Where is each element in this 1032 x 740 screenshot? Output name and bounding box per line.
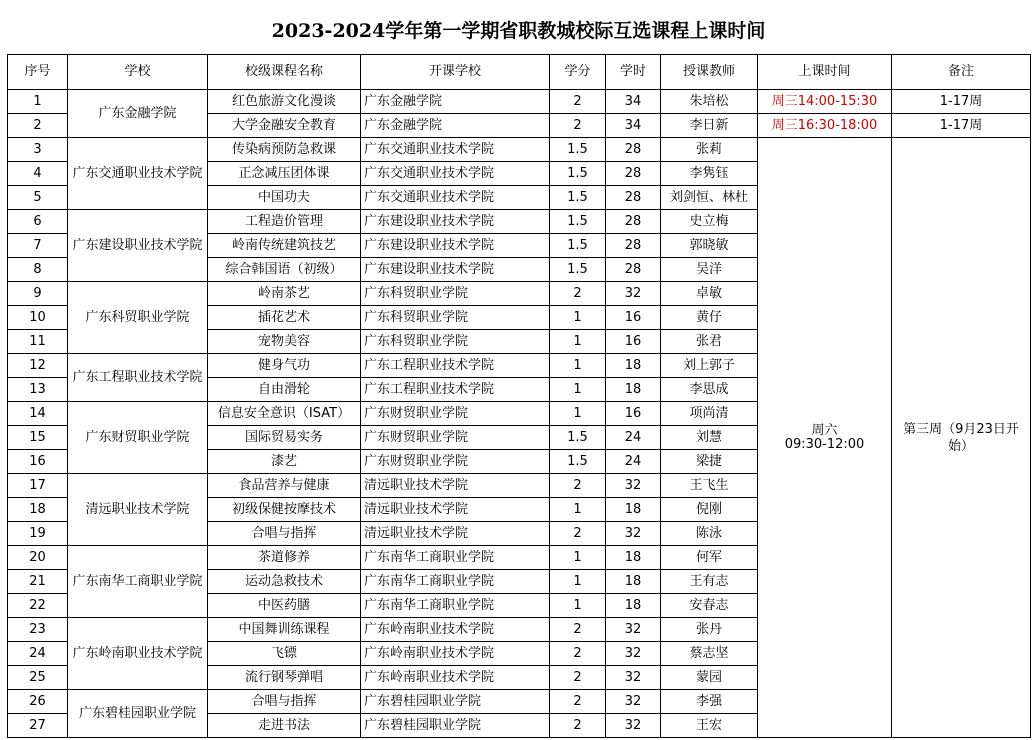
cell-school[interactable]: 广东南华工商职业学院 xyxy=(68,546,208,618)
cell-no[interactable]: 23 xyxy=(8,618,68,642)
cell-host[interactable]: 广东工程职业技术学院 xyxy=(361,378,550,402)
cell-course[interactable]: 综合韩国语（初级） xyxy=(208,258,361,282)
col-header-course[interactable]: 校级课程名称 xyxy=(208,55,361,90)
cell-hours[interactable]: 18 xyxy=(606,354,661,378)
cell-credit[interactable]: 1.5 xyxy=(550,426,606,450)
cell-course[interactable]: 宠物美容 xyxy=(208,330,361,354)
cell-no[interactable]: 1 xyxy=(8,90,68,114)
cell-hours[interactable]: 28 xyxy=(606,210,661,234)
cell-no[interactable]: 25 xyxy=(8,666,68,690)
cell-school[interactable]: 广东碧桂园职业学院 xyxy=(68,690,208,738)
cell-hours[interactable]: 28 xyxy=(606,258,661,282)
cell-school[interactable]: 广东岭南职业技术学院 xyxy=(68,618,208,690)
cell-no[interactable]: 17 xyxy=(8,474,68,498)
cell-hours[interactable]: 34 xyxy=(606,90,661,114)
cell-course[interactable]: 漆艺 xyxy=(208,450,361,474)
cell-credit[interactable]: 2 xyxy=(550,474,606,498)
cell-course[interactable]: 流行钢琴弹唱 xyxy=(208,666,361,690)
cell-host[interactable]: 清远职业技术学院 xyxy=(361,474,550,498)
cell-host[interactable]: 广东碧桂园职业学院 xyxy=(361,690,550,714)
cell-hours[interactable]: 28 xyxy=(606,162,661,186)
cell-host[interactable]: 广东南华工商职业学院 xyxy=(361,594,550,618)
col-header-no[interactable]: 序号 xyxy=(8,55,68,90)
cell-host[interactable]: 广东交通职业技术学院 xyxy=(361,138,550,162)
cell-course[interactable]: 工程造价管理 xyxy=(208,210,361,234)
cell-school[interactable]: 清远职业技术学院 xyxy=(68,474,208,546)
cell-hours[interactable]: 18 xyxy=(606,570,661,594)
cell-note-merged[interactable]: 第三周（9月23日开始） xyxy=(892,138,1031,738)
cell-no[interactable]: 24 xyxy=(8,642,68,666)
cell-course[interactable]: 飞镖 xyxy=(208,642,361,666)
cell-host[interactable]: 广东建设职业技术学院 xyxy=(361,210,550,234)
cell-credit[interactable]: 1 xyxy=(550,306,606,330)
cell-time[interactable]: 周三14:00-15:30 xyxy=(758,90,892,114)
col-header-host[interactable]: 开课学校 xyxy=(361,55,550,90)
cell-school[interactable]: 广东财贸职业学院 xyxy=(68,402,208,474)
cell-hours[interactable]: 24 xyxy=(606,450,661,474)
cell-teacher[interactable]: 吴洋 xyxy=(661,258,758,282)
cell-teacher[interactable]: 安春志 xyxy=(661,594,758,618)
cell-host[interactable]: 广东财贸职业学院 xyxy=(361,402,550,426)
cell-course[interactable]: 插花艺术 xyxy=(208,306,361,330)
cell-teacher[interactable]: 李日新 xyxy=(661,114,758,138)
cell-credit[interactable]: 2 xyxy=(550,522,606,546)
cell-course[interactable]: 自由滑轮 xyxy=(208,378,361,402)
cell-host[interactable]: 清远职业技术学院 xyxy=(361,522,550,546)
cell-host[interactable]: 广东科贸职业学院 xyxy=(361,306,550,330)
cell-teacher[interactable]: 张丹 xyxy=(661,618,758,642)
cell-credit[interactable]: 1.5 xyxy=(550,138,606,162)
cell-course[interactable]: 中国舞训练课程 xyxy=(208,618,361,642)
cell-school[interactable]: 广东金融学院 xyxy=(68,90,208,138)
cell-hours[interactable]: 32 xyxy=(606,714,661,738)
cell-school[interactable]: 广东交通职业技术学院 xyxy=(68,138,208,210)
cell-school[interactable]: 广东工程职业技术学院 xyxy=(68,354,208,402)
cell-host[interactable]: 广东岭南职业技术学院 xyxy=(361,618,550,642)
cell-course[interactable]: 信息安全意识（ISAT） xyxy=(208,402,361,426)
cell-no[interactable]: 8 xyxy=(8,258,68,282)
cell-credit[interactable]: 2 xyxy=(550,714,606,738)
cell-hours[interactable]: 32 xyxy=(606,690,661,714)
cell-course[interactable]: 合唱与指挥 xyxy=(208,690,361,714)
cell-course[interactable]: 中国功夫 xyxy=(208,186,361,210)
cell-course[interactable]: 大学金融安全教育 xyxy=(208,114,361,138)
cell-credit[interactable]: 1 xyxy=(550,330,606,354)
cell-no[interactable]: 4 xyxy=(8,162,68,186)
cell-credit[interactable]: 1 xyxy=(550,354,606,378)
merged-time: 09:30-12:00 xyxy=(784,436,865,452)
cell-hours[interactable]: 32 xyxy=(606,282,661,306)
sheet-title: 2023-2024学年第一学期省职教城校际互选课程上课时间 xyxy=(271,19,766,42)
cell-course[interactable]: 岭南传统建筑技艺 xyxy=(208,234,361,258)
cell-course[interactable]: 茶道修养 xyxy=(208,546,361,570)
cell-course[interactable]: 红色旅游文化漫谈 xyxy=(208,90,361,114)
cell-credit[interactable]: 1.5 xyxy=(550,450,606,474)
cell-teacher[interactable]: 王飞生 xyxy=(661,474,758,498)
cell-credit[interactable]: 2 xyxy=(550,618,606,642)
cell-host[interactable]: 广东南华工商职业学院 xyxy=(361,546,550,570)
cell-hours[interactable]: 16 xyxy=(606,330,661,354)
cell-hours[interactable]: 32 xyxy=(606,618,661,642)
cell-course[interactable]: 初级保健按摩技术 xyxy=(208,498,361,522)
cell-credit[interactable]: 1.5 xyxy=(550,258,606,282)
cell-credit[interactable]: 1 xyxy=(550,498,606,522)
cell-credit[interactable]: 1.5 xyxy=(550,210,606,234)
cell-no[interactable]: 16 xyxy=(8,450,68,474)
cell-course[interactable]: 走进书法 xyxy=(208,714,361,738)
cell-hours[interactable]: 16 xyxy=(606,402,661,426)
cell-credit[interactable]: 2 xyxy=(550,666,606,690)
cell-teacher[interactable]: 刘慧 xyxy=(661,426,758,450)
cell-host[interactable]: 广东科贸职业学院 xyxy=(361,330,550,354)
cell-host[interactable]: 广东科贸职业学院 xyxy=(361,282,550,306)
cell-hours[interactable]: 18 xyxy=(606,546,661,570)
cell-credit[interactable]: 1 xyxy=(550,570,606,594)
cell-teacher[interactable]: 李隽钰 xyxy=(661,162,758,186)
cell-credit[interactable]: 1 xyxy=(550,546,606,570)
cell-course[interactable]: 食品营养与健康 xyxy=(208,474,361,498)
cell-hours[interactable]: 28 xyxy=(606,138,661,162)
col-header-credit[interactable]: 学分 xyxy=(550,55,606,90)
cell-no[interactable]: 5 xyxy=(8,186,68,210)
cell-teacher[interactable]: 刘剑恒、林杜 xyxy=(661,186,758,210)
cell-teacher[interactable]: 项尚清 xyxy=(661,402,758,426)
cell-credit[interactable]: 2 xyxy=(550,690,606,714)
cell-host[interactable]: 清远职业技术学院 xyxy=(361,498,550,522)
col-header-teacher[interactable]: 授课教师 xyxy=(661,55,758,90)
table-row xyxy=(8,138,1031,162)
cell-no[interactable]: 2 xyxy=(8,114,68,138)
cell-teacher[interactable]: 李强 xyxy=(661,690,758,714)
cell-host[interactable]: 广东岭南职业技术学院 xyxy=(361,642,550,666)
cell-no[interactable]: 27 xyxy=(8,714,68,738)
cell-teacher[interactable]: 何军 xyxy=(661,546,758,570)
cell-no[interactable]: 26 xyxy=(8,690,68,714)
cell-no[interactable]: 19 xyxy=(8,522,68,546)
cell-course[interactable]: 传染病预防急救课 xyxy=(208,138,361,162)
cell-host[interactable]: 广东交通职业技术学院 xyxy=(361,186,550,210)
cell-teacher[interactable]: 王宏 xyxy=(661,714,758,738)
cell-hours[interactable]: 34 xyxy=(606,114,661,138)
cell-hours[interactable]: 18 xyxy=(606,498,661,522)
cell-no[interactable]: 3 xyxy=(8,138,68,162)
cell-no[interactable]: 11 xyxy=(8,330,68,354)
cell-hours[interactable]: 18 xyxy=(606,594,661,618)
cell-host[interactable]: 广东岭南职业技术学院 xyxy=(361,666,550,690)
cell-time[interactable]: 周三16:30-18:00 xyxy=(758,114,892,138)
cell-host[interactable]: 广东金融学院 xyxy=(361,114,550,138)
cell-no[interactable]: 20 xyxy=(8,546,68,570)
cell-note[interactable]: 1-17周 xyxy=(892,90,1031,114)
cell-school[interactable]: 广东科贸职业学院 xyxy=(68,282,208,354)
cell-no[interactable]: 9 xyxy=(8,282,68,306)
cell-credit[interactable]: 1.5 xyxy=(550,162,606,186)
cell-course[interactable]: 合唱与指挥 xyxy=(208,522,361,546)
cell-teacher[interactable]: 张君 xyxy=(661,330,758,354)
cell-credit[interactable]: 1 xyxy=(550,378,606,402)
cell-teacher[interactable]: 倪刚 xyxy=(661,498,758,522)
cell-teacher[interactable]: 郭晓敏 xyxy=(661,234,758,258)
cell-course[interactable]: 国际贸易实务 xyxy=(208,426,361,450)
cell-credit[interactable]: 2 xyxy=(550,282,606,306)
col-header-time[interactable]: 上课时间 xyxy=(758,55,892,90)
cell-no[interactable]: 14 xyxy=(8,402,68,426)
cell-teacher[interactable]: 史立梅 xyxy=(661,210,758,234)
cell-credit[interactable]: 2 xyxy=(550,642,606,666)
cell-teacher[interactable]: 梁捷 xyxy=(661,450,758,474)
cell-teacher[interactable]: 王有志 xyxy=(661,570,758,594)
cell-host[interactable]: 广东金融学院 xyxy=(361,90,550,114)
cell-no[interactable]: 12 xyxy=(8,354,68,378)
cell-no[interactable]: 13 xyxy=(8,378,68,402)
cell-host[interactable]: 广东工程职业技术学院 xyxy=(361,354,550,378)
cell-no[interactable]: 15 xyxy=(8,426,68,450)
cell-no[interactable]: 21 xyxy=(8,570,68,594)
cell-school[interactable]: 广东建设职业技术学院 xyxy=(68,210,208,282)
cell-hours[interactable]: 28 xyxy=(606,186,661,210)
cell-course[interactable]: 中医药膳 xyxy=(208,594,361,618)
cell-teacher[interactable]: 李思成 xyxy=(661,378,758,402)
cell-course[interactable]: 正念减压团体课 xyxy=(208,162,361,186)
cell-host[interactable]: 广东建设职业技术学院 xyxy=(361,258,550,282)
cell-credit[interactable]: 2 xyxy=(550,90,606,114)
cell-credit[interactable]: 1.5 xyxy=(550,234,606,258)
cell-teacher[interactable]: 卓敏 xyxy=(661,282,758,306)
cell-time-merged[interactable] xyxy=(758,138,892,738)
cell-host[interactable]: 广东交通职业技术学院 xyxy=(361,162,550,186)
col-header-school[interactable]: 学校 xyxy=(68,55,208,90)
cell-hours[interactable]: 32 xyxy=(606,642,661,666)
cell-host[interactable]: 广东建设职业技术学院 xyxy=(361,234,550,258)
cell-teacher[interactable]: 陈泳 xyxy=(661,522,758,546)
cell-host[interactable]: 广东南华工商职业学院 xyxy=(361,570,550,594)
cell-no[interactable]: 6 xyxy=(8,210,68,234)
merged-day: 周六 xyxy=(811,422,838,438)
cell-credit[interactable]: 2 xyxy=(550,114,606,138)
cell-teacher[interactable]: 刘上郭子 xyxy=(661,354,758,378)
cell-no[interactable]: 7 xyxy=(8,234,68,258)
cell-credit[interactable]: 1 xyxy=(550,402,606,426)
cell-host[interactable]: 广东碧桂园职业学院 xyxy=(361,714,550,738)
schedule-table xyxy=(7,54,1031,738)
cell-course[interactable]: 运动急救技术 xyxy=(208,570,361,594)
cell-hours[interactable]: 32 xyxy=(606,666,661,690)
table-row xyxy=(8,90,1031,114)
header-row xyxy=(8,55,1031,90)
cell-no[interactable]: 22 xyxy=(8,594,68,618)
cell-credit[interactable]: 1.5 xyxy=(550,186,606,210)
cell-teacher[interactable]: 蔡志坚 xyxy=(661,642,758,666)
cell-note[interactable]: 1-17周 xyxy=(892,114,1031,138)
cell-course[interactable]: 健身气功 xyxy=(208,354,361,378)
cell-hours[interactable]: 28 xyxy=(606,234,661,258)
cell-hours[interactable]: 32 xyxy=(606,522,661,546)
cell-credit[interactable]: 1 xyxy=(550,594,606,618)
cell-teacher[interactable]: 张莉 xyxy=(661,138,758,162)
cell-no[interactable]: 10 xyxy=(8,306,68,330)
cell-no[interactable]: 18 xyxy=(8,498,68,522)
cell-hours[interactable]: 18 xyxy=(606,378,661,402)
cell-hours[interactable]: 16 xyxy=(606,306,661,330)
cell-teacher[interactable]: 黄仔 xyxy=(661,306,758,330)
cell-teacher[interactable]: 朱培松 xyxy=(661,90,758,114)
col-header-hours[interactable]: 学时 xyxy=(606,55,661,90)
cell-course[interactable]: 岭南茶艺 xyxy=(208,282,361,306)
cell-host[interactable]: 广东财贸职业学院 xyxy=(361,426,550,450)
cell-teacher[interactable]: 蒙园 xyxy=(661,666,758,690)
cell-hours[interactable]: 32 xyxy=(606,474,661,498)
cell-hours[interactable]: 24 xyxy=(606,426,661,450)
cell-host[interactable]: 广东财贸职业学院 xyxy=(361,450,550,474)
col-header-note[interactable]: 备注 xyxy=(892,55,1031,90)
